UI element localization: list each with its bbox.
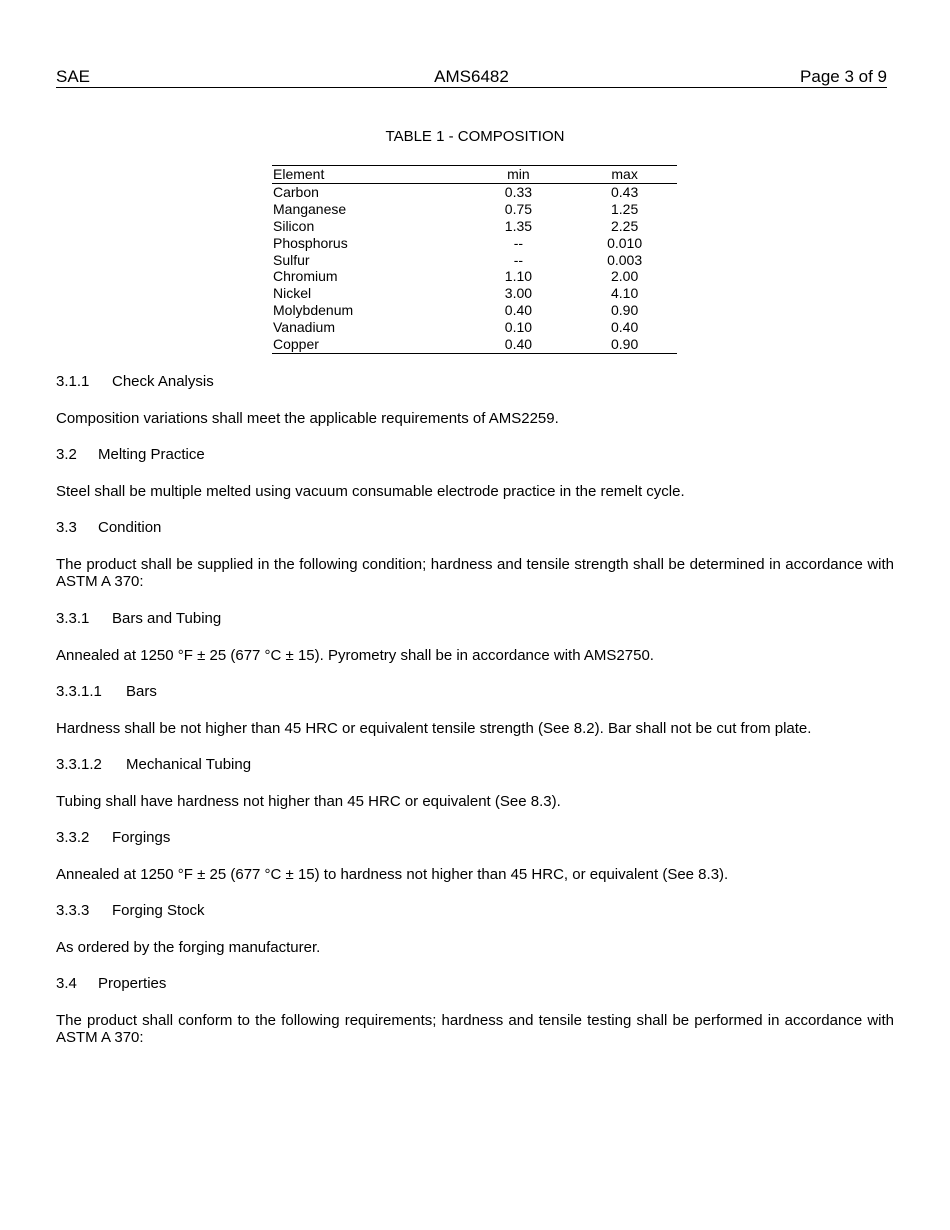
section-text-3-3-1-2: Tubing shall have hardness not higher than 45 HRC or equivalent (See 8.3). [56,793,561,810]
header-doc-number: AMS6482 [434,67,509,86]
element-name: Carbon [273,183,319,200]
table-row [272,285,677,302]
element-name: Phosphorus [273,234,348,251]
element-max: 1.25 [611,200,639,217]
element-max: 4.10 [611,285,639,302]
section-title: Melting Practice [98,446,205,463]
section-text-3-4: The product shall conform to the following requirements; hardness and tensile testing shall be performed in accordance with ASTM A 370: [56,1012,894,1046]
element-min: -- [513,234,524,251]
section-heading-3-3-3 [56,902,894,919]
element-min: -- [513,251,524,268]
section-text-3-3-2: Annealed at 1250 °F ± 25 (677 °C ± 15) to hardness not higher than 45 HRC, or equivalent (See 8.3). [56,866,729,883]
section-heading-3-3-1-1 [56,683,894,700]
element-min: 0.75 [504,200,533,217]
section-title: Check Analysis [112,373,214,390]
section-title: Properties [98,975,167,992]
element-min: 0.40 [504,336,533,353]
table-row [272,336,677,353]
section-number: 3.3.3 [56,902,90,919]
section-heading-3-4 [56,975,894,992]
element-name: Chromium [273,268,338,285]
element-name: Manganese [273,200,347,217]
section-number: 3.2 [56,446,77,463]
page-header [56,67,887,88]
section-number: 3.3.2 [56,829,90,846]
section-heading-3-2 [56,446,894,463]
section-number: 3.3.1.2 [56,756,102,773]
element-max: 0.010 [607,234,643,251]
table-row [272,319,677,336]
section-number: 3.3 [56,519,77,536]
table-row [272,183,677,200]
column-header-min: min [507,166,530,182]
section-text-3-3-3: As ordered by the forging manufacturer. [56,939,321,956]
section-text-3-2: Steel shall be multiple melted using vacuum consumable electrode practice in the remelt cycle. [56,483,685,500]
element-max: 2.25 [611,217,639,234]
section-number: 3.3.1 [56,610,90,627]
element-max: 0.40 [611,319,639,336]
element-name: Nickel [273,285,312,302]
element-min: 1.10 [504,268,533,285]
section-title: Bars and Tubing [112,610,222,627]
element-min: 0.10 [504,319,533,336]
element-name: Copper [273,336,319,353]
element-max: 0.003 [607,251,643,268]
element-name: Silicon [273,217,315,234]
table-row [272,252,677,269]
section-text-3-3-1: Annealed at 1250 °F ± 25 (677 °C ± 15). Pyrometry shall be in accordance with AMS2750. [56,647,654,664]
header-page-number: Page 3 of 9 [800,67,887,86]
table-row [272,201,677,218]
section-title: Condition [98,519,162,536]
section-heading-3-3-2 [56,829,894,846]
section-number: 3.1.1 [56,373,90,390]
table-row [272,235,677,252]
element-name: Sulfur [273,251,310,268]
column-header-max: max [611,166,638,182]
section-text-3-3-1-1: Hardness shall be not higher than 45 HRC or equivalent tensile strength (See 8.2). Bar shall not be cut from plate. [56,720,812,737]
section-title: Forging Stock [112,902,205,919]
table-header-row [272,166,677,184]
element-max: 2.00 [611,268,639,285]
section-heading-3-3-1 [56,610,894,627]
element-min: 3.00 [504,285,533,302]
section-number: 3.3.1.1 [56,683,102,700]
header-org: SAE [56,67,91,86]
table-row [272,302,677,319]
element-min: 0.40 [504,302,533,319]
element-min: 1.35 [504,217,533,234]
composition-table [272,165,677,354]
element-max: 0.43 [611,183,639,200]
section-text-3-1-1: Composition variations shall meet the applicable requirements of AMS2259. [56,410,559,427]
section-number: 3.4 [56,975,77,992]
section-title: Bars [126,683,157,700]
section-title: Forgings [112,829,171,846]
section-heading-3-1-1 [56,373,894,390]
table-row [272,268,677,285]
section-text-3-3: The product shall be supplied in the following condition; hardness and tensile strength shall be determined in accordance with ASTM A 370: [56,556,894,590]
section-heading-3-3-1-2 [56,756,894,773]
element-name: Molybdenum [273,302,354,319]
element-name: Vanadium [273,319,336,336]
section-title: Mechanical Tubing [126,756,252,773]
table-row [272,218,677,235]
element-max: 0.90 [611,302,639,319]
table-title: TABLE 1 - COMPOSITION [385,128,565,145]
element-max: 0.90 [611,336,639,353]
section-heading-3-3 [56,519,894,536]
element-min: 0.33 [504,183,533,200]
column-header-element: Element [273,166,325,182]
